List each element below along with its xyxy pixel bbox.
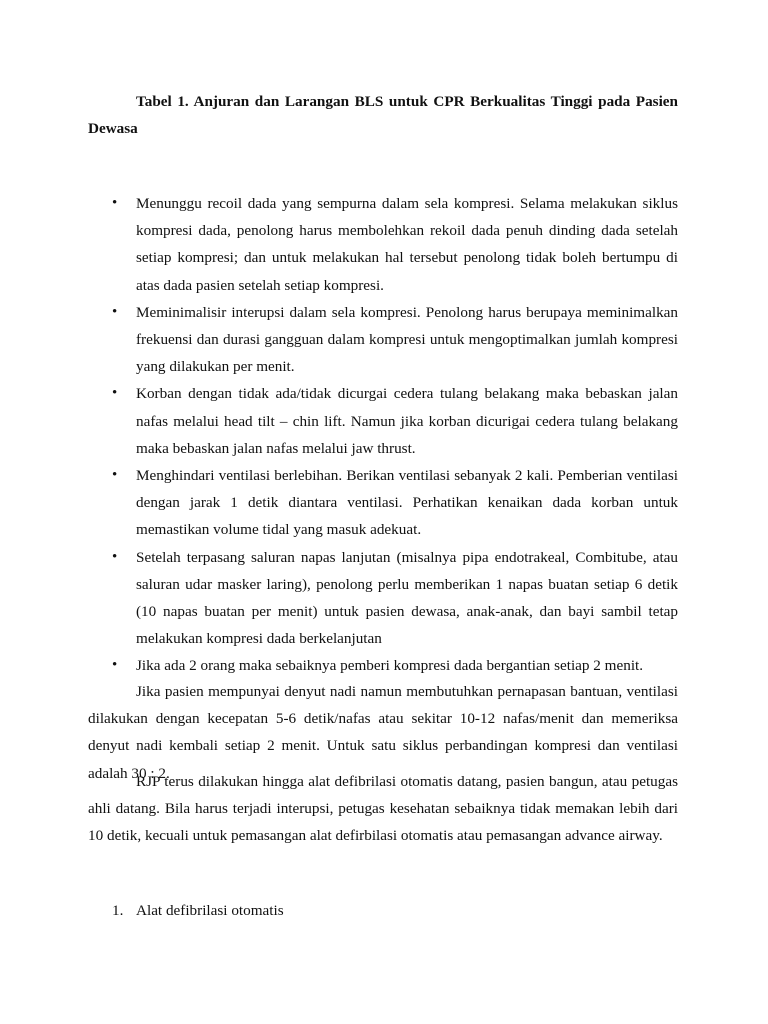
bullet-icon: • bbox=[112, 385, 118, 402]
item-number: 1. bbox=[112, 902, 124, 919]
bullet-text: Jika ada 2 orang maka sebaiknya pemberi kompresi dada bergantian setiap 2 menit. bbox=[136, 657, 644, 675]
list-item bbox=[88, 544, 678, 653]
list-item bbox=[88, 299, 678, 381]
bullet-icon: • bbox=[112, 303, 118, 320]
bullet-text: Meminimalisir interupsi dalam sela kompresi. Penolong harus berupaya meminimalkan frekuensi dan durasi gangguan dalam kompresi untuk mengoptimalkan jumlah kompresi yang dilakukan per menit. bbox=[136, 303, 678, 376]
bullet-text: Setelah terpasang saluran napas lanjutan (misalnya pipa endotrakeal, Combitube, atau saluran udar masker laring), penolong perlu memberikan 1 napas buatan setiap 6 detik (10 napas buatan per menit) untuk pasien dewasa, anak-anak, dan bayi sambil tetap melakukan kompresi dada berkelanjutan bbox=[136, 548, 678, 648]
paragraph-rjp: RJP terus dilakukan hingga alat defibrilasi otomatis datang, pasien bangun, atau petugas ahli datang. Bila harus terjadi interupsi, petugas kesehatan sebaiknya tidak memakan lebih dari 10 detik, kecuali untuk pemasangan alat defirbilasi otomatis atau pemasangan advance airway. bbox=[88, 773, 678, 845]
bullet-list bbox=[88, 190, 678, 680]
bullet-icon: • bbox=[112, 657, 118, 674]
table-title: Tabel 1. Anjuran dan Larangan BLS untuk CPR Berkualitas Tinggi pada Pasien Dewasa bbox=[88, 93, 678, 137]
bullet-text: Menghindari ventilasi berlebihan. Berikan ventilasi sebanyak 2 kali. Pemberian ventilasi dengan jarak 1 detik diantara ventilasi. Perhatikan kenaikan dada korban untuk memastikan volume tidal yang masuk adekuat. bbox=[136, 467, 678, 539]
bullet-text: Korban dengan tidak ada/tidak dicurgai cedera tulang belakang maka bebaskan jalan nafas melalui head tilt – chin lift. Namun jika korban dicurigai cedera tulang belakang maka bebaskan jalan nafas melalui jaw thrust. bbox=[136, 385, 678, 457]
list-item bbox=[88, 652, 678, 679]
bullet-icon: • bbox=[112, 195, 118, 211]
list-item bbox=[88, 462, 678, 544]
list-item bbox=[88, 380, 678, 462]
list-item bbox=[88, 190, 678, 299]
bullet-text: Menunggu recoil dada yang sempurna dalam sela kompresi. Selama melakukan siklus kompresi dada, penolong harus membolehkan rekoil dada penuh dinding dada setelah setiap kompresi; dan untuk melakukan hal tersebut penolong tidak boleh bertumpu di atas dada pasien setelah setiap kompresi. bbox=[136, 195, 678, 294]
bullet-icon: • bbox=[112, 467, 118, 484]
item-text: Alat defibrilasi otomatis bbox=[136, 902, 284, 919]
numbered-item bbox=[88, 897, 678, 924]
bullet-icon: • bbox=[112, 548, 118, 565]
paragraph-ventilation: Jika pasien mempunyai denyut nadi namun membutuhkan pernapasan bantuan, ventilasi dilakukan dengan kecepatan 5-6 detik/nafas atau sekitar 10-12 nafas/menit dan memeriksa denyut nadi kembali setiap 2 menit. Untuk satu siklus perbandingan kompresi dan ventilasi adalah 30 : 2. bbox=[88, 683, 678, 782]
